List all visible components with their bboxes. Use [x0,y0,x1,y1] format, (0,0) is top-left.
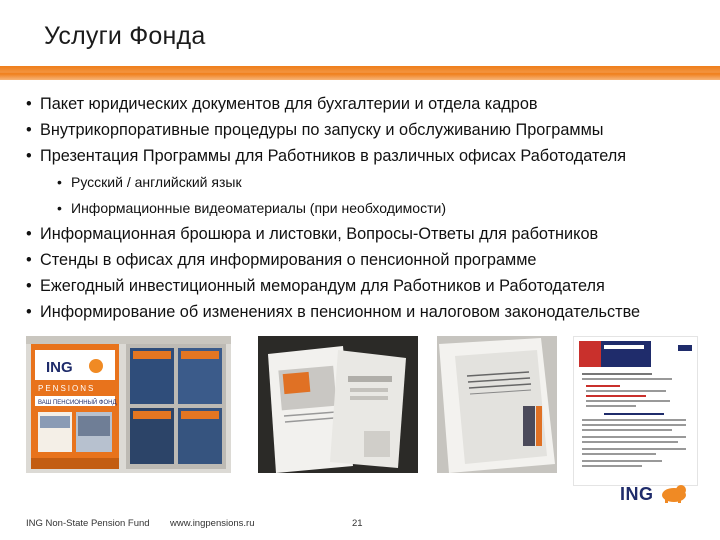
bullet-item: • Пакет юридических документов для бухгалтерии и отдела кадров [26,91,716,117]
stand-photo [26,336,231,473]
stand-sub-text: PENSIONS [38,384,96,393]
bullet-item: • Ежегодный инвестиционный меморандум для Работников и Работодателя [26,273,716,299]
bullet-item: • Информационная брошюра и листовки, Вопросы-Ответы для работников [26,221,716,247]
bullet-list [26,91,716,325]
memorandum-photo [437,336,557,473]
brochures-photo-graphic [258,336,418,473]
document-photo-graphic [574,337,697,485]
ing-logo-text: ING [620,484,654,504]
title-accent-bar [0,66,720,80]
footer-page-number: 21 [352,518,363,529]
footer-website: www.ingpensions.ru [170,518,255,529]
footer-company: ING Non-State Pension Fund [26,518,150,529]
sub-bullet-item: • Русский / английский язык [26,169,716,195]
ing-lion-logo-icon [659,483,689,503]
bullet-item: • Стенды в офисах для информирования о пенсионной программе [26,247,716,273]
stand-logo-text: ING [46,359,73,376]
bullet-item: • Презентация Программы для Работников в различных офисах Работодателя [26,143,716,169]
document-photo [573,336,698,486]
brochures-photo [258,336,418,473]
memorandum-photo-graphic [437,336,557,473]
stand-caption-text: ВАШ ПЕНСИОННЫЙ ФОНД [38,400,117,406]
bullet-item: • Информирование об изменениях в пенсионном и налоговом законодательстве [26,299,716,325]
sub-bullet-item: • Информационные видеоматериалы (при необходимости) [26,195,716,221]
ing-logo [620,483,689,505]
bullet-item: • Внутрикорпоративные процедуры по запуску и обслуживанию Программы [26,117,716,143]
page-title: Услуги Фонда [44,22,206,50]
stand-photo-graphic [26,336,231,473]
